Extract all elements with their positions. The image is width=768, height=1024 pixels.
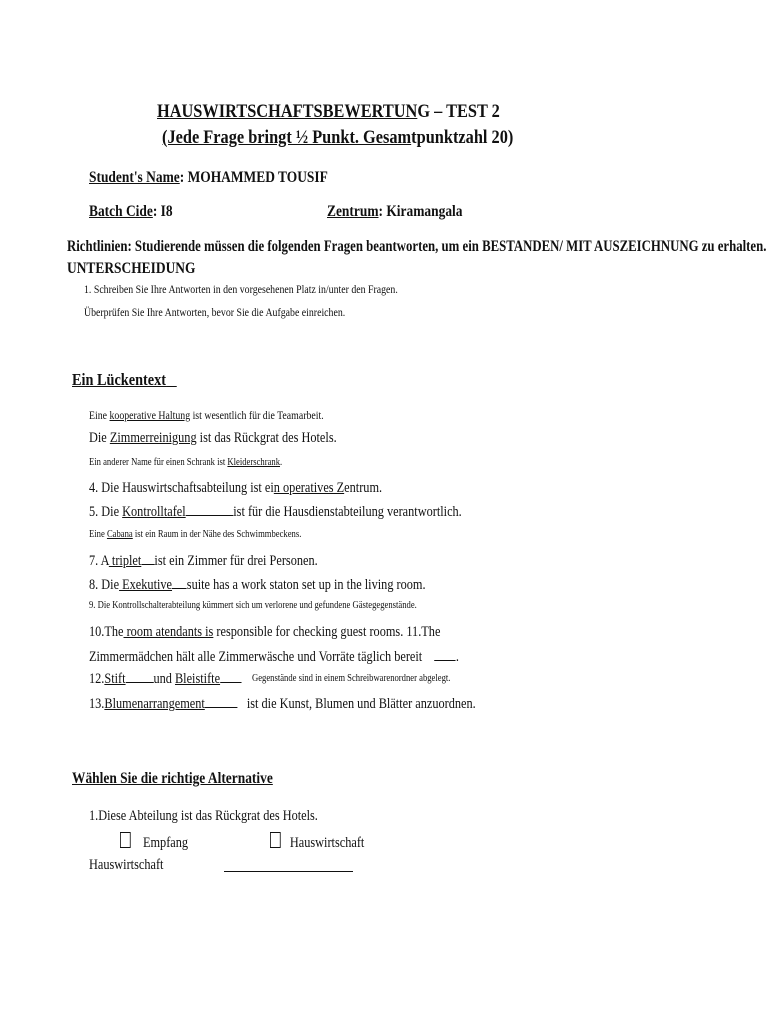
subtitle-part1: (Jede Frage bringt ½ Punkt. Gesam [162,127,412,148]
mc-question-1: 1.Diese Abteilung ist das Rückgrat des Hotels. [89,808,318,824]
checkbox-hauswirtschaft[interactable] [270,832,281,848]
subtitle-part2: tpunktzahl 20) [411,127,514,148]
batch-label: Batch Cide [89,203,153,220]
zentrum-value: : Kiramangala [378,203,463,220]
question-12-tail: Gegenstände sind in einem Schreibwarenordner abgelegt. [252,673,451,684]
question-8: 8. Die Exekutive suite has a work staton set up in the living room. [89,577,426,593]
mc-option-2[interactable]: Hauswirtschaft [270,832,364,852]
answer-5-blank [186,514,234,516]
batch-value: : I8 [152,203,173,220]
student-name-label: Student's Name [89,169,180,186]
question-9: 9. Die Kontrollschalterabteilung kümmert sich um verlorene und gefundene Gästegegenstände. [89,600,417,611]
question-10: 10.The room atendants is responsible for checking guest rooms. 11.The [89,624,441,640]
zentrum-label: Zentrum [327,203,379,220]
answer-7-blank [141,563,154,565]
question-11: Zimmermädchen hält alle Zimmerwäsche und Vorräte täglich bereit . [89,649,459,665]
answer-6: Cabana [106,529,133,540]
section2-heading: Wählen Sie die richtige Alternative [72,770,273,787]
guideline-item-2: Überprüfen Sie Ihre Antworten, bevor Sie die Aufgabe einreichen. [84,305,346,319]
question-7: 7. A triplet ist ein Zimmer für drei Personen. [89,553,318,569]
question-3: Ein anderer Name für einen Schrank ist Kleiderschrank. [89,457,283,468]
answer-7: triplet [108,553,142,569]
answer-1: kooperative Haltung [109,408,191,422]
answer-12a: Stift [104,671,126,687]
question-12: 12.Stift und Bleistifte [89,671,241,688]
answer-13: Blumenarrangement [104,696,205,712]
title-part1: HAUSWIRTSCHAFTSBEWERTUN [157,101,418,122]
answer-4: n operatives Z [273,480,345,496]
guidelines-line1: Richtlinien: Studierende müssen die folgenden Fragen beantworten, um ein BESTANDEN/ MIT AUSZEICHNUNG zu erhalten. [67,238,767,255]
question-13: 13.Blumenarrangement ist die Kunst, Blumen und Blätter anzuordnen. [89,696,476,712]
section1-heading: Ein Lückentext [72,370,167,389]
answer-11-blank [435,659,456,661]
question-2: Die Zimmerreinigung ist das Rückgrat des Hotels. [89,430,337,446]
checkbox-empfang[interactable] [120,832,131,848]
answer-8-blank [172,587,187,589]
answer-8: Exekutive [119,577,173,593]
question-4: 4. Die Hauswirtschaftsabteilung ist ein operatives Zentrum. [89,480,383,496]
mc-answer-line [224,871,353,872]
question-5: 5. Die Kontrolltafel ist für die Hausdienstabteilung verantwortlich. [89,504,462,520]
student-name-row [89,169,328,187]
answer-10: room atendants is [123,624,214,640]
page-subtitle [162,127,513,149]
question-1: Eine kooperative Haltung ist wesentlich für die Teamarbeit. [89,408,324,422]
answer-2: Zimmerreinigung [109,430,197,446]
guideline-item-1: 1. Schreiben Sie Ihre Antworten in den vorgesehenen Platz in/unter den Fragen. [84,282,398,296]
mc-option-1[interactable]: Empfang [120,832,188,852]
zentrum-row [327,203,463,221]
page-title [157,101,500,123]
mc-answer: Hauswirtschaft [89,857,164,873]
answer-12b: Bleistifte [174,671,221,687]
batch-row [89,203,173,221]
answer-5: Kontrolltafel [122,504,186,520]
question-6: Eine Cabana ist ein Raum in der Nähe des Schwimmbeckens. [89,529,302,540]
title-part2: G – TEST 2 [417,101,500,122]
guidelines-line2: UNTERSCHEIDUNG [67,260,196,277]
student-name-value: : MOHAMMED TOUSIF [179,169,328,186]
answer-3: Kleiderschrank [227,457,281,468]
